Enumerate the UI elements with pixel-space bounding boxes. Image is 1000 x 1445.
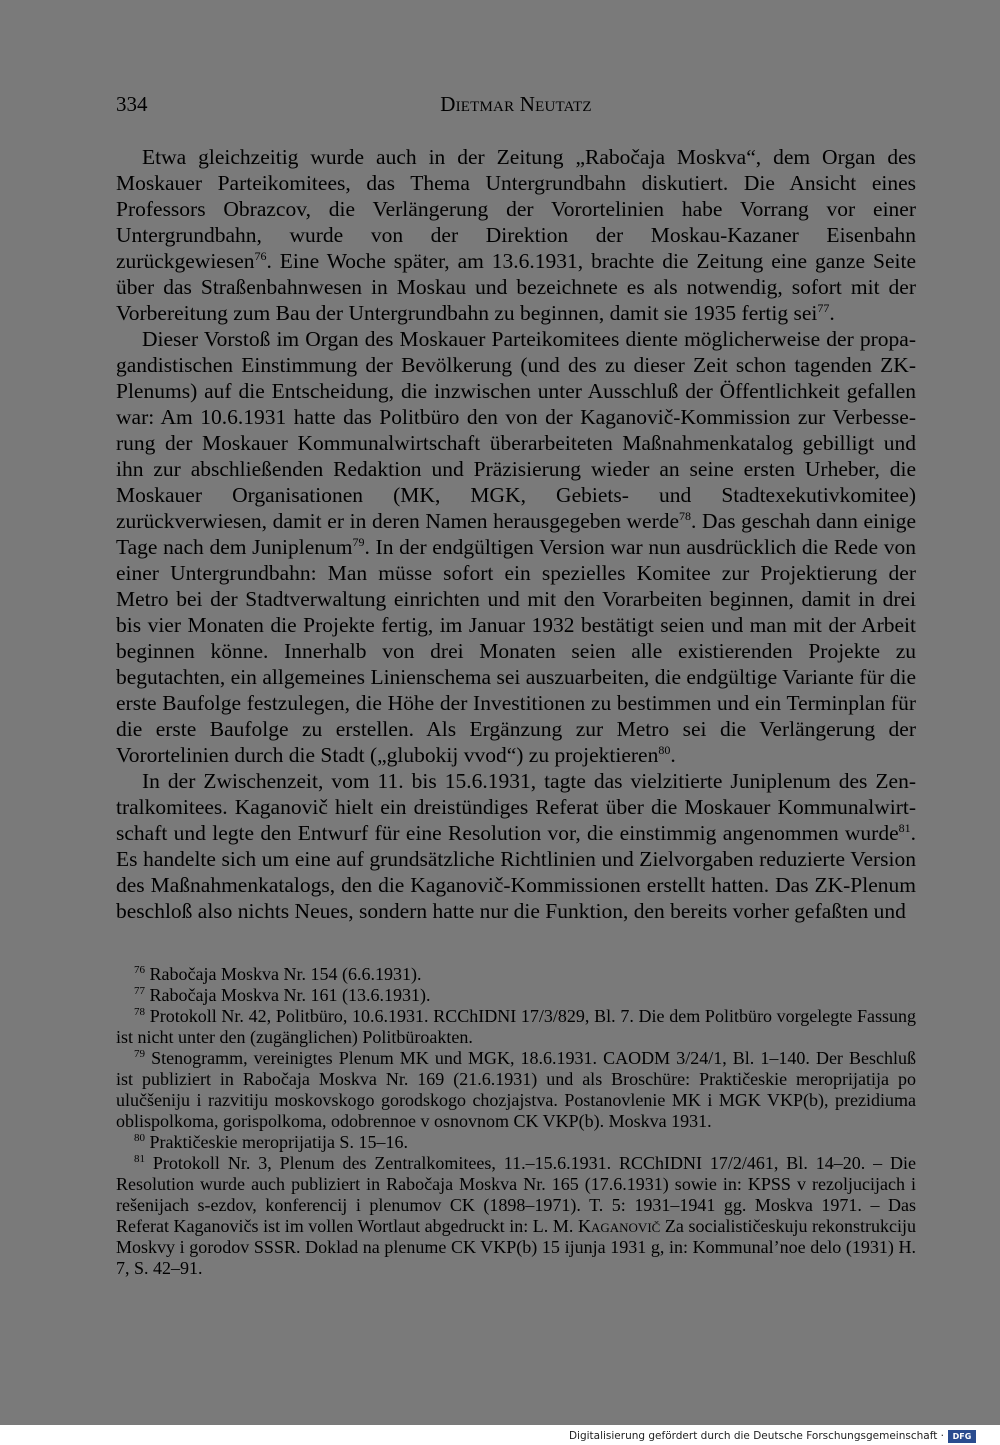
paragraph bbox=[116, 768, 916, 924]
footnote-number: 77 bbox=[134, 985, 145, 997]
digitization-credit bbox=[569, 1428, 976, 1444]
text-run: . bbox=[829, 301, 835, 325]
credit-text: Digitalisierung gefördert durch die Deutsche Forschungsgemeinschaft · bbox=[568, 1430, 944, 1442]
footnote-ref: 79 bbox=[352, 534, 365, 549]
footnote-number: 79 bbox=[134, 1048, 145, 1060]
footnote bbox=[116, 1132, 916, 1153]
footnote-ref: 80 bbox=[658, 742, 671, 757]
footnote-text: Za socialističeskuju rekonstrukciju Moskvy i gorodov SSSR. Doklad na plenume CK VKP(b) 15 ijunja 1931 g, in: Kommunal’noe delo (1931) H. 7, S. 42–91. bbox=[116, 1216, 917, 1278]
footnote-number: 81 bbox=[134, 1153, 145, 1165]
footnote-text: Rabočaja Moskva Nr. 161 (13.6.1931). bbox=[149, 985, 431, 1005]
dfg-logo-icon: DFG bbox=[948, 1430, 976, 1443]
text-run: Dieser Vorstoß im Organ des Moskauer Parteikomitees diente möglicherweise der propagandistischen Einstimmung der Bevölkerung (und des zu dieser Zeit schon tagenden ZK-Plenums) auf die Entscheidung, die inzwischen unter Ausschluß der Öffentlichkeit gefallen war: Am 10.6.1931 hatte das Politbüro den von der Kaganovič-Kommission zur Verbesserung der Moskauer Kommunalwirtschaft überarbeiteten Maßnahmenkatalog gebilligt und ihn zur abschließenden Redaktion und Präzisierung wieder an seine ersten Urheber, die Moskauer Organisationen (MK, MGK, Gebiets- und Stadtexekutivkomitee) zurückverwiesen, damit er in deren Namen herausgegeben werde bbox=[116, 327, 916, 533]
footnote-text: Praktičeskie meroprijatija S. 15–16. bbox=[149, 1132, 408, 1152]
footnote-text: Stenogramm, vereinigtes Plenum MK und MGK, 18.6.1931. CAODM 3/24/1, Bl. 1–140. Der Beschluß ist publiziert in Rabočaja Moskva Nr. 169 (21.6.1931) und als Broschüre: Praktičeskie meroprijatija po ulučšeniju i razvitiju moskovskogo gorodskogo chozjajstva. Postanovlenie MK i MGK VKP(b), prezidiuma oblispolkoma, gorispolkoma, odobrennoe v osnovnom CK VKP(b). Moskva 1931. bbox=[116, 1048, 916, 1131]
footnote-number: 78 bbox=[134, 1006, 145, 1018]
footnote bbox=[116, 985, 916, 1006]
paragraph bbox=[116, 326, 916, 768]
paragraph bbox=[116, 144, 916, 326]
footnote-text: Protokoll Nr. 3, Plenum des Zentralkomitees, 11.–15.6.1931. RCChIDNI 17/2/461, Bl. 14–20. – Die Resolution wurde auch publiziert in Rabočaja Moskva Nr. 165 (17.6.1931) sowie in: KPSS v rezoljucijach i rešenijach s-ezdov, konferencij i plenumov CK (1898–1971). T. 5: 1931–1941 gg. Moskva 1971. – Das Referat Kaganovičs ist im vollen Wortlaut abgedruckt in: L. M. bbox=[116, 1153, 917, 1236]
text-run: . Eine Woche später, am 13.6.1931, brachte die Zeitung eine ganze Seite über das Straßenbahnwesen in Moskau und bezeichnete es als notwendig, sofort mit der Vorbereitung zum Bau der Untergrundbahn zu beginnen, damit sie 1935 fertig sei bbox=[116, 249, 916, 325]
footnote-ref: 77 bbox=[817, 300, 830, 315]
body-text bbox=[116, 144, 916, 924]
footnote bbox=[116, 964, 916, 985]
footnote-ref: 81 bbox=[898, 820, 911, 835]
text-run: . bbox=[670, 743, 676, 767]
author-name: Kaganovič bbox=[577, 1216, 661, 1236]
footnote-number: 76 bbox=[134, 964, 145, 976]
footnote bbox=[116, 1006, 916, 1048]
page-header bbox=[116, 90, 916, 118]
text-run: . Es handelte sich um eine auf grundsätzliche Richtlinien und Zielvorgaben reduzierte Version des Maßnahmenkatalogs, den die Kaganovič-Kommissionen erstellt hatten. Das ZK-Plenum beschloß also nichts Neues, sondern hatte nur die Funktion, den bereits vorher gefaßten und bbox=[116, 821, 916, 923]
text-run: . In der endgültigen Version war nun ausdrücklich die Rede von einer Untergrundbahn: Man müsse sofort ein spezielles Komitee zur Projektierung der Metro bei der Stadtverwaltung einrichten und mit den Vorarbeiten beginnen, damit in drei bis vier Monaten die Projekte fertig, im Januar 1932 bestätigt seien und man mit der Arbeit beginnen könne. Innerhalb von drei Monaten seien alle existierenden Projekte zu begutachten, ein allgemeines Linienschema sei auszuarbeiten, die endgültige Variante für die erste Baufolge festzulegen, die Höhe der Investitionen zu bestimmen und ein Terminplan für die erste Baufolge zu erstellen. Als Ergänzung zur Metro sei die Verlängerung der Vorortelinien durch die Stadt („glubokij vvod“) zu projektieren bbox=[116, 535, 916, 767]
footnote bbox=[116, 1048, 916, 1132]
footnote-text: Rabočaja Moskva Nr. 154 (6.6.1931). bbox=[149, 964, 422, 984]
running-head: Dietmar Neutatz bbox=[440, 92, 592, 116]
footnote-text: Protokoll Nr. 42, Politbüro, 10.6.1931. RCChIDNI 17/3/829, Bl. 7. Die dem Politbüro vorgelegte Fassung ist nicht unter den (zugänglichen) Politbüroakten. bbox=[116, 1006, 916, 1047]
footnote-ref: 76 bbox=[254, 248, 267, 263]
footnote-number: 80 bbox=[134, 1132, 145, 1144]
footnote-ref: 78 bbox=[679, 508, 692, 523]
text-run: Etwa gleichzeitig wurde auch in der Zeitung „Rabočaja Moskva“, dem Organ des Moskauer Parteikomitees, das Thema Untergrundbahn diskutiert. Die Ansicht eines Professors Obrazcov, die Verlängerung der Vorortelinien habe Vorrang vor einer Untergrundbahn, wurde von der Direktion der Moskau-Kazaner Eisenbahn zurückgewiesen bbox=[116, 145, 916, 273]
text-run: . Das geschah dann einige Tage nach dem Juniplenum bbox=[116, 509, 916, 559]
footnote bbox=[116, 1153, 916, 1279]
page-number: 334 bbox=[116, 92, 148, 116]
footnotes bbox=[116, 964, 916, 1279]
text-run: In der Zwischenzeit, vom 11. bis 15.6.1931, tagte das vielzitierte Juniplenum des Zentralkomitees. Kaganovič hielt ein dreistündiges Referat über die Moskauer Kommunalwirtschaft und legte den Entwurf für eine Resolution vor, die einstimmig angenommen wurde bbox=[116, 769, 916, 845]
